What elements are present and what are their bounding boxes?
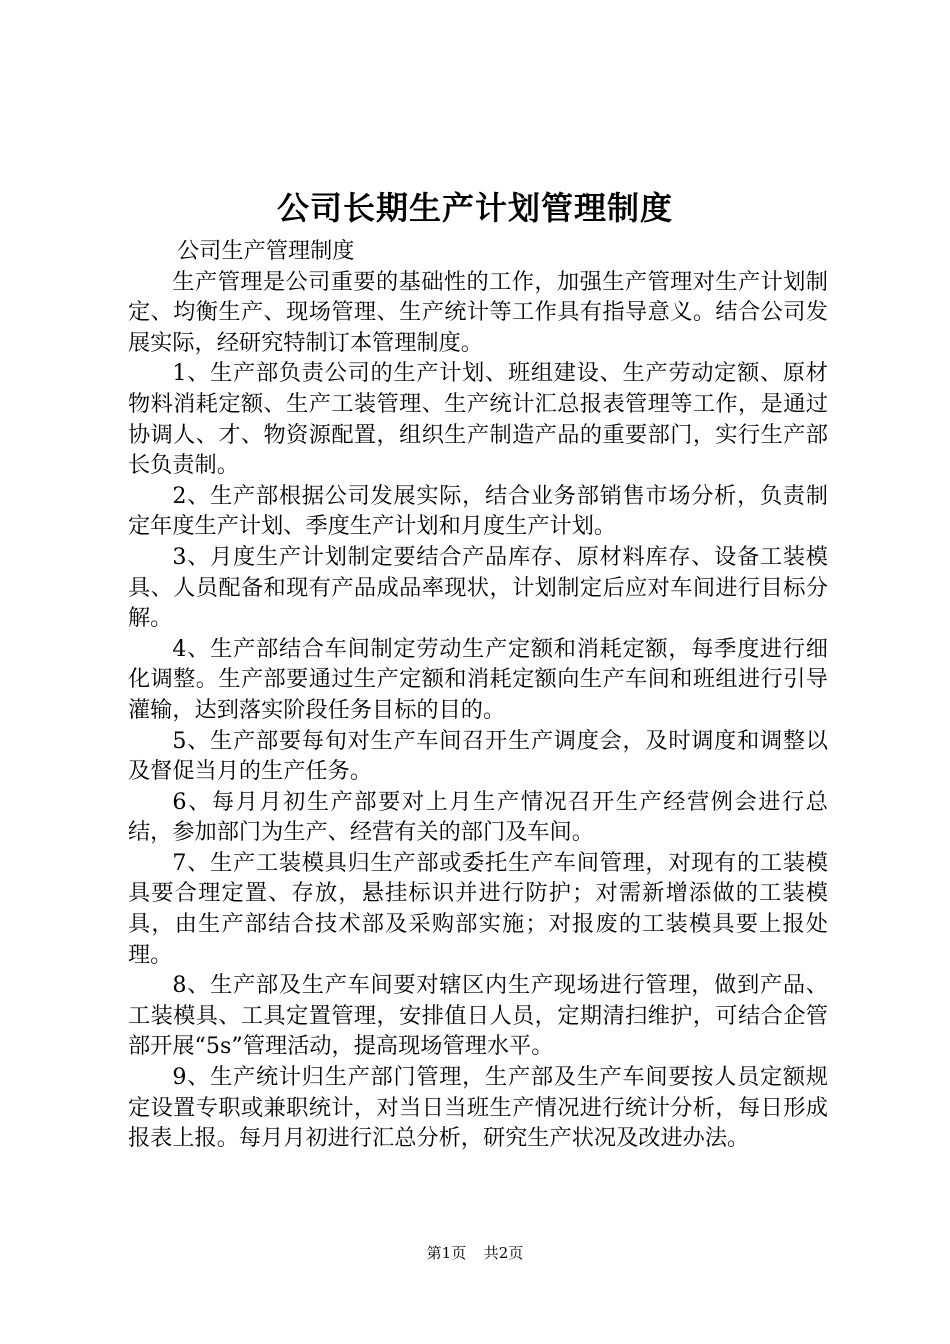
paragraph-item-2: 2、生产部根据公司发展实际，结合业务部销售市场分析，负责制定年度生产计划、季度生产计划和月度生产计划。 bbox=[128, 482, 828, 540]
page-total: 共2页 bbox=[483, 1244, 524, 1262]
paragraph-item-5: 5、生产部要每旬对生产车间召开生产调度会，及时调度和调整以及督促当月的生产任务。 bbox=[128, 727, 828, 785]
paragraph-item-4: 4、生产部结合车间制定劳动生产定额和消耗定额，每季度进行细化调整。生产部要通过生产定额和消耗定额向生产车间和班组进行引导灌输，达到落实阶段任务目标的目的。 bbox=[128, 635, 828, 723]
page-footer bbox=[0, 1243, 950, 1263]
paragraph-item-6: 6、每月月初生产部要对上月生产情况召开生产经营例会进行总结，参加部门为生产、经营有关的部门及车间。 bbox=[128, 788, 828, 846]
paragraph-intro: 生产管理是公司重要的基础性的工作，加强生产管理对生产计划制定、均衡生产、现场管理、生产统计等工作具有指导意义。结合公司发展实际，经研究特制订本管理制度。 bbox=[128, 268, 828, 356]
paragraph-item-3: 3、月度生产计划制定要结合产品库存、原材料库存、设备工装模具、人员配备和现有产品成品率现状，计划制定后应对车间进行目标分解。 bbox=[128, 543, 828, 632]
page-number: 第1页 bbox=[426, 1244, 467, 1262]
paragraph-item-9: 9、生产统计归生产部门管理，生产部及生产车间要按人员定额规定设置专职或兼职统计，对当日当班生产情况进行统计分析，每日形成报表上报。每月月初进行汇总分析，研究生产状况及改进办法。 bbox=[128, 1064, 828, 1152]
document-body bbox=[128, 236, 828, 1154]
document-title: 公司长期生产计划管理制度 bbox=[276, 189, 673, 227]
paragraph-item-7: 7、生产工装模具归生产部或委托生产车间管理，对现有的工装模具要合理定置、存放，悬挂标识并进行防护；对需新增添做的工装模具，由生产部结合技术部及采购部实施；对报废的工装模具要上报处理。 bbox=[128, 849, 828, 968]
paragraph-item-8: 8、生产部及生产车间要对辖区内生产现场进行管理，做到产品、工装模具、工具定置管理，安排值日人员，定期清扫维护，可结合企管部开展“5s”管理活动，提高现场管理水平。 bbox=[128, 972, 828, 1060]
document-subtitle: 公司生产管理制度 bbox=[177, 238, 355, 264]
paragraph-item-1: 1、生产部负责公司的生产计划、班组建设、生产劳动定额、原材物料消耗定额、生产工装管理、生产统计汇总报表管理等工作，是通过协调人、才、物资源配置，组织生产制造产品的重要部门，实行生产部长负责制。 bbox=[128, 360, 828, 479]
